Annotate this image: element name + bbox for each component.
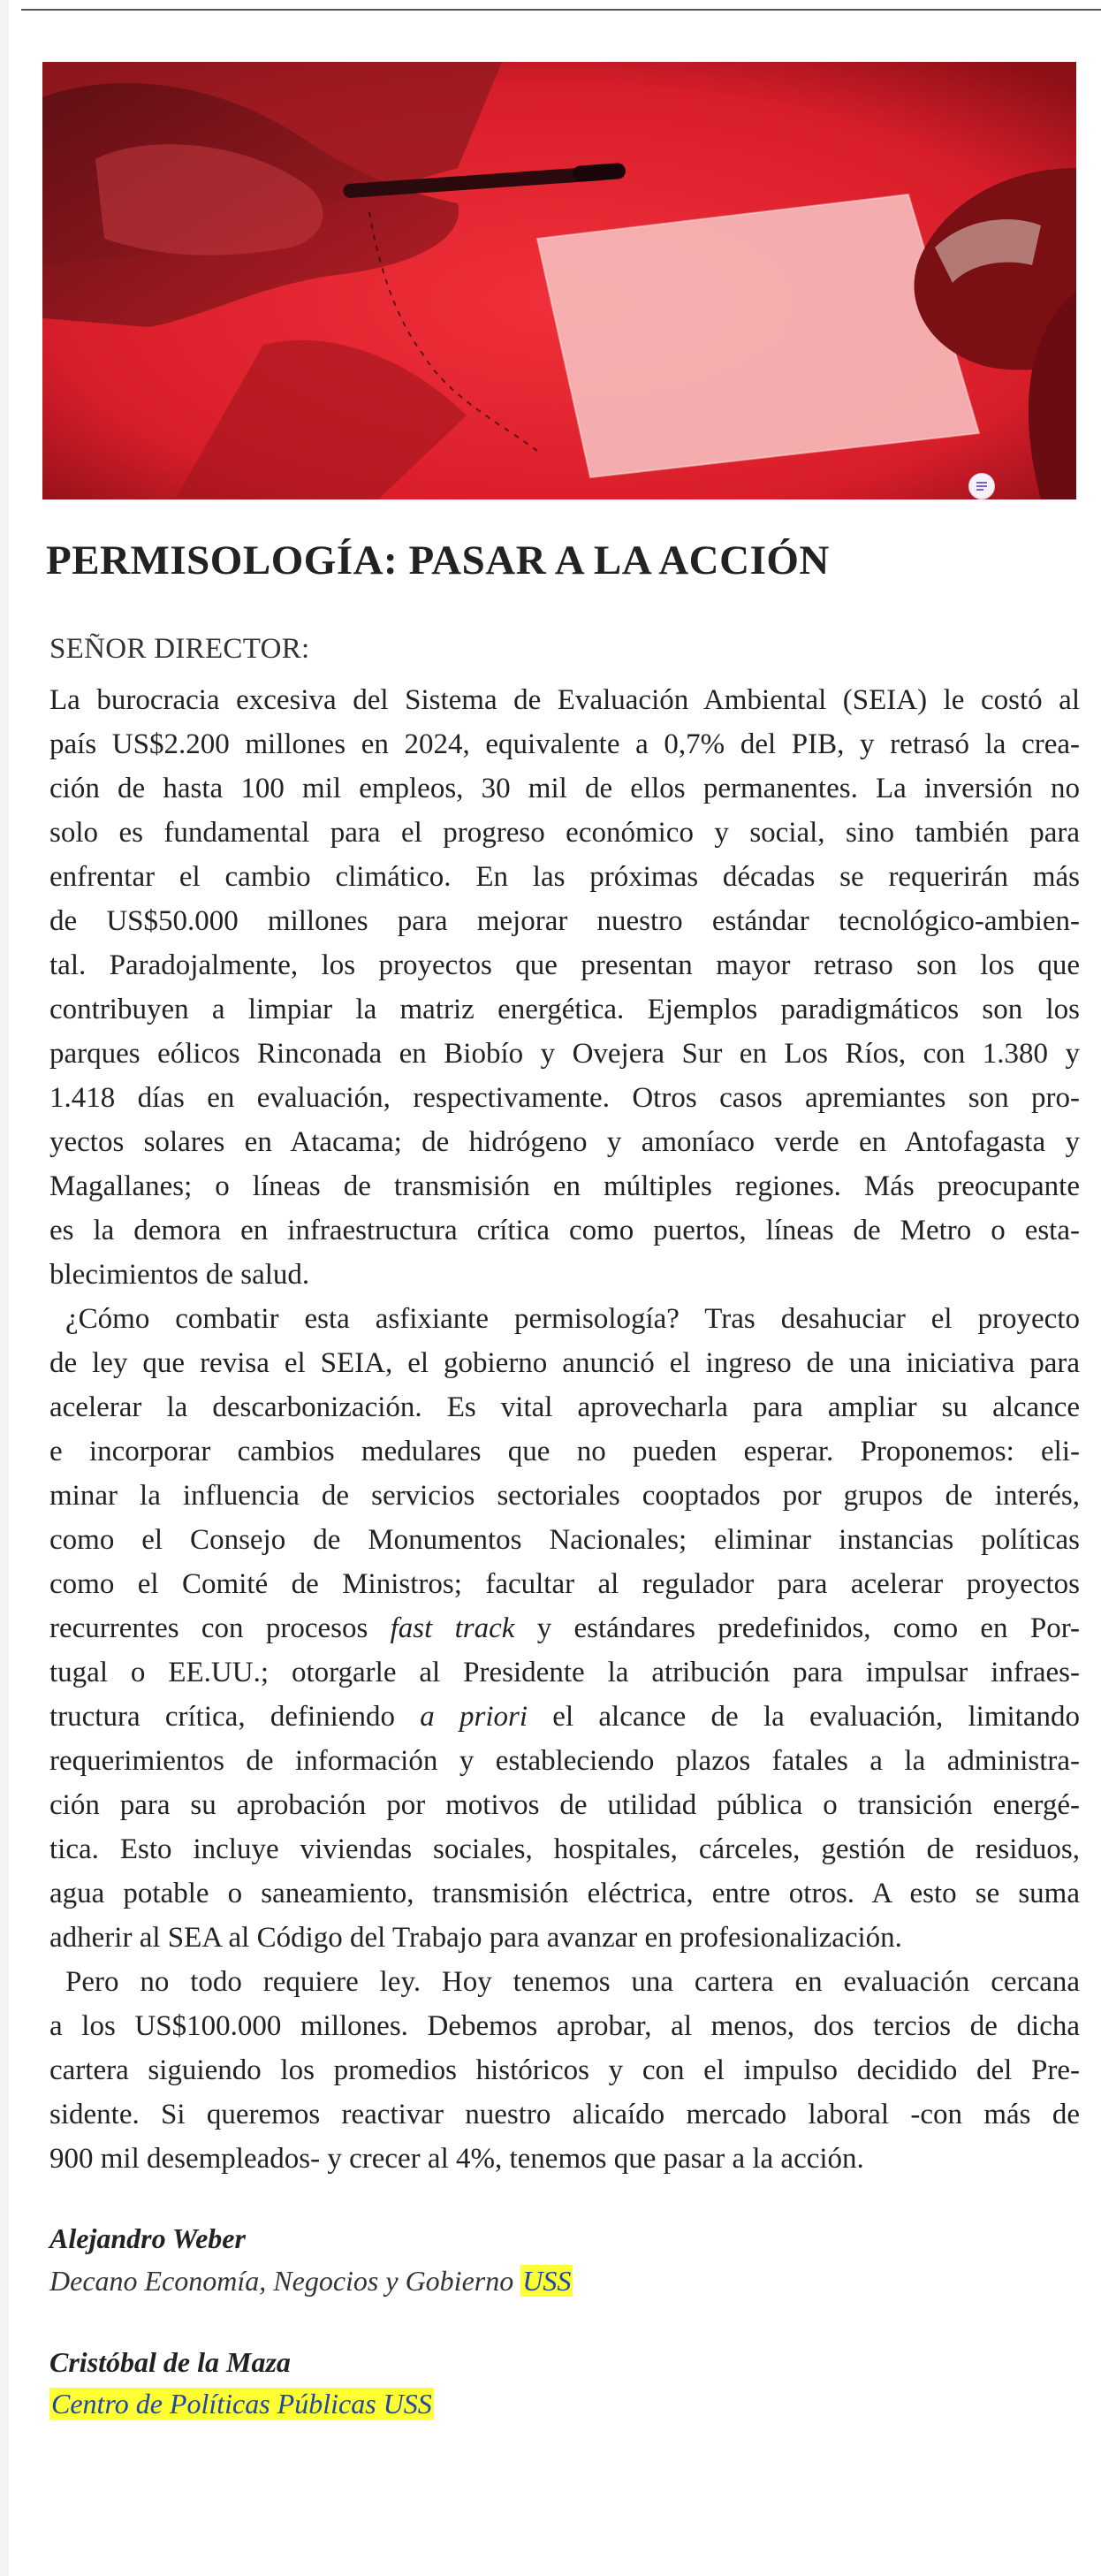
paragraph-3-line: sidente. Si queremos reactivar nuestro alicaído mercado laboral -con más de [49,2099,1080,2130]
paragraph-2-line: minar la influencia de servicios sectoriales cooptados por grupos de interés, [49,1480,1080,1512]
author-name-1: Alejandro Weber [49,2222,246,2254]
highlighted-affiliation[interactable]: Centro de Políticas Públicas USS [51,2388,432,2420]
paragraph-2-line [49,1695,1080,1739]
emphasis-a-priori: a priori [420,1701,528,1733]
headline: PERMISOLOGÍA: PASAR A LA ACCIÓN [46,537,830,583]
paragraph-3-line: Pero no todo requiere ley. Hoy tenemos una cartera en evaluación cercana [65,1966,1080,1998]
line-text: y estándares predefinidos, como en Por- [514,1612,1081,1644]
paragraph-2-line: e incorporar cambios medulares que no pueden esperar. Proponemos: eli- [49,1436,1080,1467]
paragraph-1-line: enfrentar el cambio climático. En las próximas décadas se requerirán más [49,861,1080,893]
paragraph-2-line: como el Consejo de Monumentos Nacionales; eliminar instancias políticas [49,1524,1080,1556]
article-photo [42,62,1076,499]
paragraph-2-line: ¿Cómo combatir esta asfixiante permisología? Tras desahuciar el proyecto [65,1303,1080,1335]
note-icon[interactable] [968,473,995,499]
paragraph-1-line: ción de hasta 100 mil empleos, 30 mil de ellos permanentes. La inversión no [49,773,1080,804]
paragraph-1-line: país US$2.200 millones en 2024, equivalente a 0,7% del PIB, y retrasó la crea- [49,728,1080,760]
paragraph-2-line: tica. Esto incluye viviendas sociales, hospitales, cárceles, gestión de residuos, [49,1833,1080,1865]
highlighted-affiliation[interactable]: USS [522,2265,572,2297]
paragraph-2-line [49,1606,1080,1650]
top-rule [21,9,1101,11]
paragraph-1-line: blecimientos de salud. [49,1259,310,1291]
left-gutter [0,0,9,2576]
line-text: tructura crítica, definiendo [49,1701,421,1733]
author-role-1 [49,2265,573,2298]
author-role-2 [49,2388,434,2420]
paragraph-2-line: ción para su aprobación por motivos de utilidad pública o transición energé- [49,1789,1080,1821]
line-text: recurrentes con procesos [49,1612,391,1644]
paragraph-3-line: cartera siguiendo los promedios históricos y con el impulso decidido del Pre- [49,2054,1080,2086]
paragraph-1-line: es la demora en infraestructura crítica como puertos, líneas de Metro o esta- [49,1215,1080,1246]
paragraph-2-line: agua potable o saneamiento, transmisión eléctrica, entre otros. A esto se suma [49,1878,1080,1909]
paragraph-2-line: como el Comité de Ministros; facultar al regulador para acelerar proyectos [49,1568,1080,1600]
author-role-text: Decano Economía, Negocios y Gobierno [49,2265,521,2297]
author-name-2: Cristóbal de la Maza [49,2346,291,2378]
paragraph-1-line: de US$50.000 millones para mejorar nuestro estándar tecnológico-ambien- [49,905,1080,937]
paragraph-3-line: a los US$100.000 millones. Debemos aprobar, al menos, dos tercios de dicha [49,2010,1080,2042]
paragraph-1-line: 1.418 días en evaluación, respectivamente. Otros casos apremiantes son pro- [49,1082,1080,1114]
ballot-photo-illustration [42,62,1076,499]
paragraph-1-line: La burocracia excesiva del Sistema de Evaluación Ambiental (SEIA) le costó al [49,684,1080,716]
paragraph-1-line: yectos solares en Atacama; de hidrógeno y amoníaco verde en Antofagasta y [49,1126,1080,1158]
emphasis-fast-track: fast track [390,1612,515,1644]
paragraph-2-line: acelerar la descarbonización. Es vital aprovecharla para ampliar su alcance [49,1391,1080,1423]
paragraph-1-line: tal. Paradojalmente, los proyectos que presentan mayor retraso son los que [49,949,1080,981]
paragraph-2-line: requerimientos de información y estableciendo plazos fatales a la administra- [49,1745,1080,1777]
salutation: SEÑOR DIRECTOR: [49,633,310,665]
paragraph-3-line: 900 mil desempleados- y crecer al 4%, tenemos que pasar a la acción. [49,2143,864,2175]
paragraph-2-line: tugal o EE.UU.; otorgarle al Presidente la atribución para impulsar infraes- [49,1657,1080,1688]
paragraph-1-line: Magallanes; o líneas de transmisión en múltiples regiones. Más preocupante [49,1170,1080,1202]
line-text: el alcance de la evaluación, limitando [528,1701,1080,1733]
paragraph-2-line: adherir al SEA al Código del Trabajo para avanzar en profesionalización. [49,1922,902,1954]
paragraph-1-line: solo es fundamental para el progreso económico y social, sino también para [49,817,1080,849]
paragraph-1-line: parques eólicos Rinconada en Biobío y Ovejera Sur en Los Ríos, con 1.380 y [49,1038,1080,1070]
paragraph-1-line: contribuyen a limpiar la matriz energética. Ejemplos paradigmáticos son los [49,994,1080,1025]
paragraph-2-line: de ley que revisa el SEIA, el gobierno anunció el ingreso de una iniciativa para [49,1347,1080,1379]
